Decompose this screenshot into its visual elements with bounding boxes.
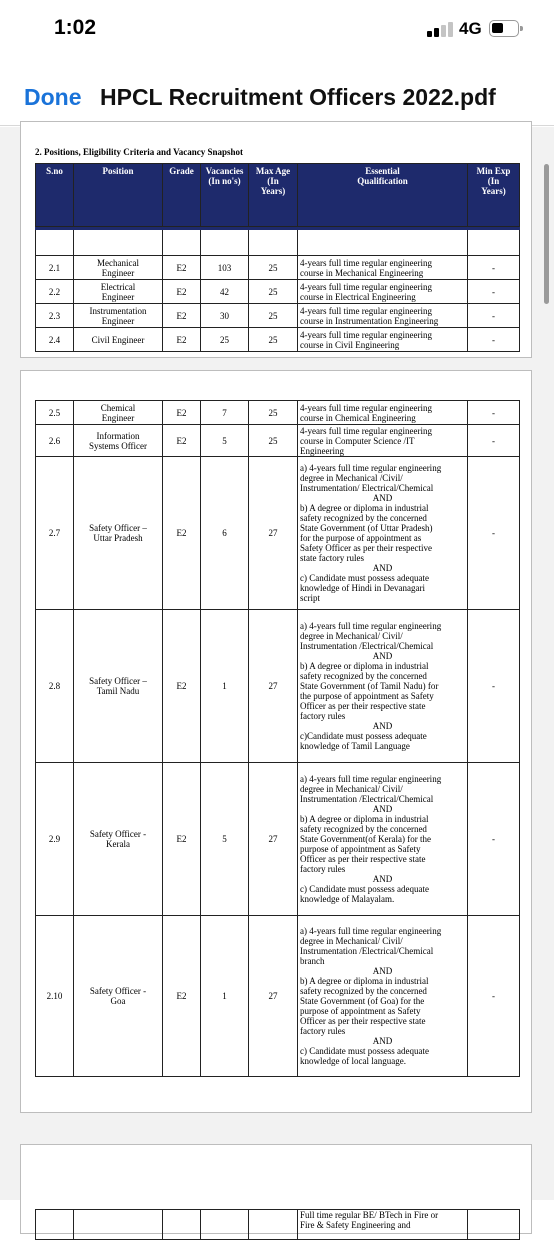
cell-position [74, 280, 163, 304]
network-type: 4G [459, 19, 482, 38]
text-line: Safety Officer - [89, 829, 147, 839]
cell-position [74, 763, 163, 916]
cell-vacancies: 1 [201, 610, 249, 763]
text-line: Instrumentation/ Electrical/Chemical [300, 483, 434, 493]
text-line: degree in Mechanical /Civil/ [300, 473, 403, 483]
cell-qualification [298, 401, 468, 425]
text-line: Engineering [300, 445, 344, 456]
cell-max-age: 27 [249, 457, 298, 610]
cell-sno: 2.2 [36, 280, 74, 304]
header-qualification [298, 164, 468, 227]
cell-grade: E2 [163, 256, 201, 280]
text-line: 4-years full time regular engineering [300, 305, 432, 316]
cell-min-exp: - [468, 328, 520, 352]
cell-position [74, 457, 163, 610]
text-line: Vacancies [205, 166, 244, 176]
cell-max-age: 27 [249, 916, 298, 1077]
text-line: 4-years full time regular engineering [300, 425, 432, 436]
positions-table-next [35, 1209, 520, 1240]
cell-sno: 2.7 [36, 457, 74, 610]
cell-grade: E2 [163, 304, 201, 328]
cell-sno: 2.9 [36, 763, 74, 916]
cell-max-age: 25 [249, 401, 298, 425]
text-line: safety recognized by the concerned [300, 671, 427, 681]
cell-vacancies: 6 [201, 457, 249, 610]
text-line: factory rules [300, 864, 346, 874]
text-line: Instrumentation /Electrical/Chemical [300, 946, 434, 956]
cell-vacancies: 30 [201, 304, 249, 328]
cell-grade: E2 [163, 457, 201, 610]
cell-min-exp: - [468, 425, 520, 457]
text-line: Tamil Nadu [96, 686, 140, 696]
text-line: Officer as per their respective state [300, 1016, 426, 1026]
cell-qualification [298, 457, 468, 610]
text-line: a) 4-years full time regular engineering [300, 774, 442, 784]
text-line: Instrumentation [89, 305, 147, 316]
text-line: AND [372, 804, 393, 814]
text-line: state factory rules [300, 553, 364, 563]
cell-max-age: 27 [249, 610, 298, 763]
header-position: Position [74, 164, 163, 227]
text-line: Officer as per their respective state [300, 701, 426, 711]
table-row [36, 425, 520, 457]
positions-table [35, 163, 520, 352]
cell-grade: E2 [163, 425, 201, 457]
cell-position [74, 916, 163, 1077]
cell-position [74, 425, 163, 457]
cell-qualification [298, 1210, 468, 1240]
cell-min-exp: - [468, 280, 520, 304]
text-line: 4-years full time regular engineering [300, 402, 432, 413]
section-title: 2. Positions, Eligibility Criteria and Vacancy Snapshot [35, 147, 244, 157]
pdf-viewer[interactable] [0, 127, 554, 1230]
text-line: safety recognized by the concerned [300, 824, 427, 834]
text-line: knowledge of Hindi in Devanagari [300, 583, 425, 593]
pdf-page [20, 370, 532, 1113]
text-line: degree in Mechanical/ Civil/ [300, 784, 403, 794]
cell-min-exp: - [468, 256, 520, 280]
table-row [36, 304, 520, 328]
text-line: Officer as per their respective state [300, 854, 426, 864]
table-row [36, 280, 520, 304]
text-line: factory rules [300, 711, 346, 721]
text-line: AND [372, 966, 393, 976]
text-line: Safety Officer - [89, 986, 147, 996]
table-row [36, 328, 520, 352]
cell-sno: 2.4 [36, 328, 74, 352]
cell-sno: 2.6 [36, 425, 74, 457]
text-line: Safety Officer as per their respective [300, 543, 433, 553]
cell-vacancies: 1 [201, 916, 249, 1077]
text-line: AND [372, 563, 393, 573]
cell-max-age: 25 [249, 256, 298, 280]
text-line: purpose of appointment as Safety [300, 1006, 421, 1016]
battery-icon [489, 20, 519, 37]
text-line: State Government (of Goa) for the [300, 996, 425, 1006]
cell-sno: 2.3 [36, 304, 74, 328]
text-line: b) A degree or diploma in industrial [300, 503, 429, 513]
cell-position [74, 256, 163, 280]
text-line: course in Computer Science /IT [300, 435, 415, 446]
cell-qualification [298, 916, 468, 1077]
cell-position [74, 328, 163, 352]
status-time: 1:02 [54, 16, 97, 39]
text-line: c) Candidate must possess adequate [300, 884, 429, 894]
text-line: AND [372, 874, 393, 884]
done-button[interactable]: Done [24, 84, 82, 110]
cell-qualification [298, 328, 468, 352]
text-line: State Government (of Uttar Pradesh) [300, 523, 433, 533]
text-line: Years) [260, 186, 286, 196]
cell-sno: 2.8 [36, 610, 74, 763]
status-bar [0, 0, 554, 62]
text-line: (In no's) [208, 176, 241, 186]
table-row [36, 1210, 520, 1240]
table-header-row [36, 164, 520, 227]
cell-grade: E2 [163, 763, 201, 916]
text-line: Essential [365, 166, 400, 176]
cell-max-age: 25 [249, 425, 298, 457]
text-line: AND [372, 1036, 393, 1046]
cell-max-age [249, 1210, 298, 1240]
pdf-page [20, 121, 532, 358]
cell-grade: E2 [163, 610, 201, 763]
table-row [36, 256, 520, 280]
cell-sno [36, 1210, 74, 1240]
table-row [36, 763, 520, 916]
cell-qualification [298, 610, 468, 763]
cell-vacancies: 25 [201, 328, 249, 352]
text-line: Fire & Safety Engineering and [300, 1220, 411, 1230]
cell-qualification [298, 256, 468, 280]
cell-min-exp: - [468, 763, 520, 916]
text-line: Kerala [106, 839, 130, 849]
text-line: b) A degree or diploma in industrial [300, 976, 429, 986]
cell-min-exp: - [468, 304, 520, 328]
text-line: factory rules [300, 1026, 346, 1036]
header-sno: S.no [36, 164, 74, 227]
text-line: 4-years full time regular engineering [300, 257, 432, 268]
text-line: Engineer [101, 412, 135, 423]
cell-sno: 2.5 [36, 401, 74, 425]
nav-bar [0, 62, 554, 126]
cell-vacancies [201, 1210, 249, 1240]
text-line: AND [372, 493, 393, 503]
cell-sno: 2.1 [36, 256, 74, 280]
cell-sno: 2.10 [36, 916, 74, 1077]
text-line: Engineer [101, 315, 135, 326]
scroll-indicator[interactable] [544, 164, 549, 304]
cell-vacancies: 7 [201, 401, 249, 425]
positions-table-continued [35, 400, 520, 1077]
text-line: Information [96, 430, 140, 441]
cell-qualification [298, 304, 468, 328]
text-line: (In [487, 176, 500, 186]
cell-qualification [298, 425, 468, 457]
text-line: 4-years full time regular engineering [300, 329, 432, 340]
text-line: Electrical [100, 281, 136, 292]
text-line: knowledge of Tamil Language [300, 741, 410, 751]
cell-grade: E2 [163, 328, 201, 352]
text-line: for the purpose of appointment as [300, 533, 422, 543]
text-line: Uttar Pradesh [93, 533, 143, 543]
cell-grade: E2 [163, 280, 201, 304]
cell-position [74, 610, 163, 763]
text-line: a) 4-years full time regular engineering [300, 621, 442, 631]
text-line: Min Exp [476, 166, 511, 176]
text-line: safety recognized by the concerned [300, 513, 427, 523]
text-line: course in Mechanical Engineering [300, 267, 424, 278]
cell-min-exp: - [468, 401, 520, 425]
cell-position [74, 304, 163, 328]
text-line: degree in Mechanical/ Civil/ [300, 631, 403, 641]
text-line: degree in Mechanical/ Civil/ [300, 936, 403, 946]
cell-max-age: 25 [249, 304, 298, 328]
document-title: HPCL Recruitment Officers 2022.pdf [100, 84, 496, 110]
text-line: Engineer [101, 267, 135, 278]
text-line: script [300, 593, 320, 603]
text-line: the purpose of appointment as Safety [300, 691, 434, 701]
text-line: Qualification [357, 176, 408, 186]
table-row [36, 610, 520, 763]
header-grade: Grade [163, 164, 201, 227]
text-line: course in Civil Engineering [300, 339, 400, 350]
cell-vacancies: 42 [201, 280, 249, 304]
cell-grade: E2 [163, 916, 201, 1077]
text-line: Goa [110, 996, 126, 1006]
text-line: knowledge of Malayalam. [300, 894, 395, 904]
text-line: 4-years full time regular engineering [300, 281, 432, 292]
text-line: Safety Officer – [89, 523, 147, 533]
cell-vacancies: 5 [201, 425, 249, 457]
cell-min-exp: - [468, 457, 520, 610]
text-line: State Government(of Kerala) for the [300, 834, 431, 844]
text-line: Engineer [101, 291, 135, 302]
cell-max-age: 25 [249, 280, 298, 304]
cell-grade: E2 [163, 401, 201, 425]
text-line: c) Candidate must possess adequate [300, 573, 429, 583]
text-line: a) 4-years full time regular engineering [300, 926, 442, 936]
text-line: Civil Engineer [91, 334, 145, 345]
cell-position [74, 401, 163, 425]
cell-qualification [298, 763, 468, 916]
text-line: Full time regular BE/ BTech in Fire or [300, 1210, 439, 1220]
text-line: Years) [481, 186, 506, 196]
text-line: Instrumentation /Electrical/Chemical [300, 794, 434, 804]
header-max-age [249, 164, 298, 227]
cell-min-exp: - [468, 610, 520, 763]
text-line: Chemical [100, 402, 136, 413]
text-line: c)Candidate must possess adequate [300, 731, 427, 741]
text-line: course in Electrical Engineering [300, 291, 416, 302]
table-row [36, 457, 520, 610]
text-line: knowledge of local language. [300, 1056, 406, 1066]
table-row [36, 401, 520, 425]
cell-grade [163, 1210, 201, 1240]
text-line: AND [372, 721, 393, 731]
text-line: c) Candidate must possess adequate [300, 1046, 429, 1056]
text-line: Systems Officer [88, 440, 148, 451]
text-line: b) A degree or diploma in industrial [300, 814, 429, 824]
text-line: Mechanical [97, 257, 139, 268]
cell-vacancies: 5 [201, 763, 249, 916]
text-line: AND [372, 651, 393, 661]
text-line: branch [300, 956, 325, 966]
text-line: course in Chemical Engineering [300, 412, 416, 423]
text-line: Max Age [255, 166, 291, 176]
cell-min-exp: - [468, 916, 520, 1077]
cell-max-age: 27 [249, 763, 298, 916]
header-min-exp [468, 164, 520, 227]
text-line: a) 4-years full time regular engineering [300, 463, 442, 473]
text-line: Safety Officer – [89, 676, 147, 686]
cell-vacancies: 103 [201, 256, 249, 280]
text-line: Instrumentation /Electrical/Chemical [300, 641, 434, 651]
text-line: State Government (of Tamil Nadu) for [300, 681, 439, 691]
text-line: b) A degree or diploma in industrial [300, 661, 429, 671]
table-row [36, 916, 520, 1077]
pdf-page [20, 1144, 532, 1234]
text-line: purpose of appointment as Safety [300, 844, 421, 854]
header-vacancies [201, 164, 249, 227]
text-line: course in Instrumentation Engineering [300, 315, 439, 326]
cell-qualification [298, 280, 468, 304]
cell-min-exp [468, 1210, 520, 1240]
table-gap-row [36, 230, 520, 256]
cell-max-age: 25 [249, 328, 298, 352]
cellular-signal-icon [427, 21, 457, 37]
cell-position [74, 1210, 163, 1240]
text-line: safety recognized by the concerned [300, 986, 427, 996]
text-line: (In [267, 176, 279, 186]
